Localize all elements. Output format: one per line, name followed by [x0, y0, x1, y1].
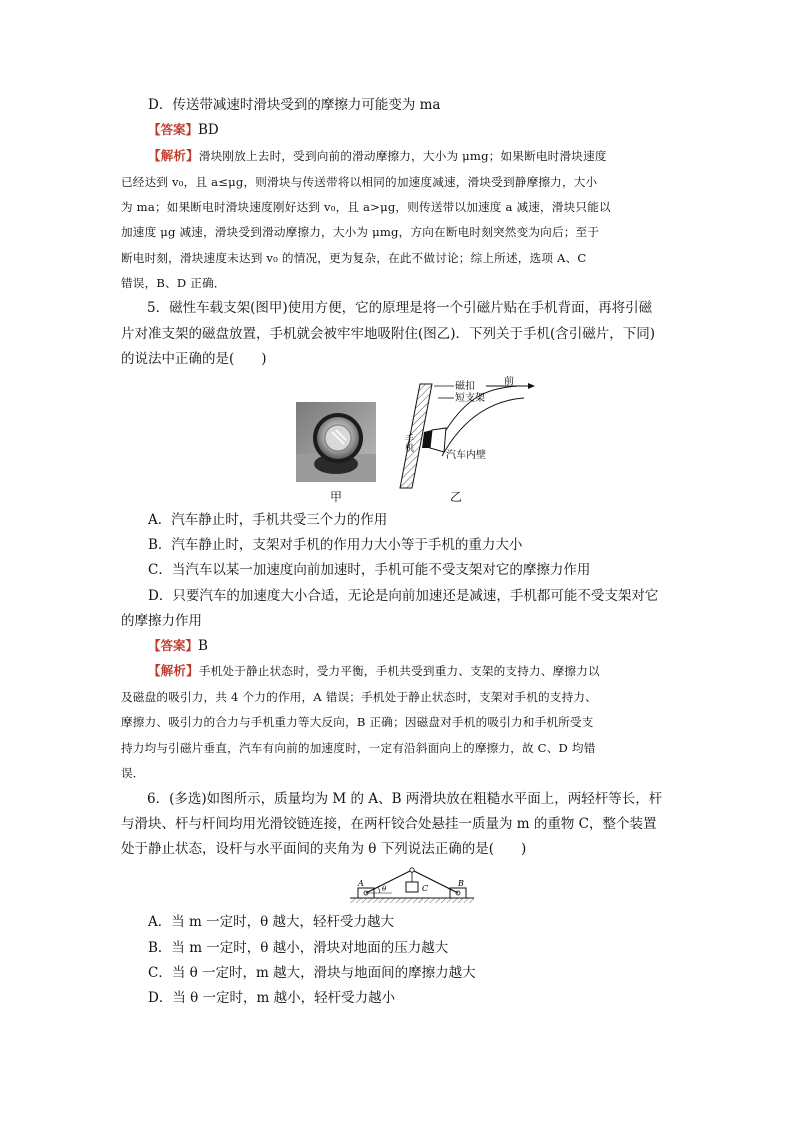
analysis-tag: 【解析】 — [148, 663, 199, 678]
answer-tag: 【答案】 — [148, 122, 199, 137]
mount-diagram-svg — [398, 376, 548, 492]
q5-stem-line-2: 的说法中正确的是( ) — [121, 351, 267, 367]
answer-tag: 【答案】 — [148, 638, 199, 653]
label-b: B — [458, 879, 464, 888]
fig-yi-caption: 乙 — [450, 490, 463, 504]
sliding-blocks-diagram — [346, 862, 478, 906]
q4-analysis-line-3: 加速度 μg 减速，滑块受到滑动摩擦力，大小为 μmg，方向在断电时刻突然变为向后；至于 — [121, 225, 600, 239]
q5-analysis-line-3: 持力均与引磁片垂直，汽车有向前的加速度时，一定有沿斜面向上的摩擦力，故 C、D 均错 — [121, 741, 596, 755]
q5-option-c: C．当汽车以某一加速度向前加速时，手机可能不受支架对它的摩擦力作用 — [148, 562, 591, 578]
label-c: C — [422, 884, 429, 893]
label-cikou: 磁扣 — [455, 381, 475, 392]
q4-analysis-line-5: 错误，B、D 正确． — [121, 276, 226, 290]
label-qian: 前 — [504, 376, 514, 387]
q5-stem-line-0: 5．磁性车载支架(图甲)使用方便，它的原理是将一个引磁片贴在手机背面，再将引磁 — [147, 300, 653, 316]
mount-diagram — [398, 376, 548, 492]
q5-option-d-cont: 的摩擦力作用 — [121, 613, 202, 629]
q6-option-c: C．当 θ 一定时，m 越大，滑块与地面间的摩擦力越大 — [148, 965, 476, 981]
analysis-tag: 【解析】 — [148, 148, 199, 163]
answer-value: B — [198, 638, 208, 654]
q6-option-a: A．当 m 一定时，θ 越大，轻杆受力越大 — [148, 914, 395, 930]
q4-analysis-line-0: 【解析】滑块刚放上去时，受到向前的滑动摩擦力，大小为 μmg；如果断电时滑块速度 — [148, 148, 607, 163]
q6-option-b: B．当 m 一定时，θ 越小，滑块对地面的压力越大 — [148, 940, 449, 956]
q5-analysis-line-1: 及磁盘的吸引力，共 4 个力的作用，A 错误；手机处于静止状态时，支架对手机的支持力、 — [121, 690, 597, 704]
q5-answer — [148, 637, 208, 655]
label-a: A — [358, 879, 364, 888]
q4-answer — [148, 121, 219, 139]
q5-option-b: B．汽车静止时，支架对手机的作用力大小等于手机的重力大小 — [148, 537, 523, 553]
label-theta: θ — [382, 885, 387, 893]
answer-value: BD — [198, 122, 219, 138]
label-qichenneibi: 汽车内壁 — [446, 450, 486, 461]
label-duanzhijia: 短支架 — [455, 393, 485, 404]
q6-stem-line-0: 6．(多选)如图所示，质量均为 M 的 A、B 两滑块放在粗糙水平面上，两轻杆等长，杆 — [147, 791, 663, 807]
q4-analysis-line-1: 已经达到 v₀，且 a≤μg，则滑块与传送带将以相同的加速度减速，滑块受到静摩擦力，大小 — [121, 175, 598, 189]
label-shouji: 手机 — [403, 434, 413, 452]
q5-analysis-line-4: 误． — [121, 766, 145, 780]
phone-holder-photo-image — [296, 402, 376, 482]
q6-option-d: D．当 θ 一定时，m 越小，轻杆受力越小 — [148, 990, 396, 1006]
phone-holder-photo — [296, 402, 376, 482]
q5-analysis-line-0: 【解析】手机处于静止状态时，受力平衡，手机共受到重力、支架的支持力、摩擦力以 — [148, 663, 600, 678]
q4-analysis-line-4: 断电时刻，滑块速度未达到 v₀ 的情况，更为复杂，在此不做讨论；综上所述，选项 A、C — [121, 251, 587, 265]
sliding-blocks-svg — [346, 862, 478, 906]
q4-option-d: D．传送带减速时滑块受到的摩擦力可能变为 ma — [148, 97, 441, 113]
fig-jia-caption: 甲 — [330, 490, 343, 504]
q4-analysis-line-2: 为 ma；如果断电时滑块速度刚好达到 v₀，且 a>μg，则传送带以加速度 a 减速，滑块只能以 — [121, 200, 611, 214]
q6-stem-line-2: 处于静止状态，设杆与水平面间的夹角为 θ 下列说法正确的是( ) — [121, 841, 527, 857]
q5-option-a: A．汽车静止时，手机共受三个力的作用 — [148, 512, 388, 528]
q5-analysis-line-2: 摩擦力、吸引力的合力与手机重力等大反向，B 正确；因磁盘对手机的吸引力和手机所受支 — [121, 715, 594, 729]
q5-option-d: D．只要汽车的加速度大小合适，无论是向前加速还是减速，手机都可能不受支架对它 — [148, 588, 659, 604]
q6-stem-line-1: 与滑块、杆与杆间均用光滑铰链连接，在两杆铰合处悬挂一质量为 m 的重物 C，整个装置 — [121, 816, 657, 832]
q5-stem-line-1: 片对准支架的磁盘放置，手机就会被牢牢地吸附住(图乙)．下列关于手机(含引磁片，下同) — [121, 326, 656, 342]
